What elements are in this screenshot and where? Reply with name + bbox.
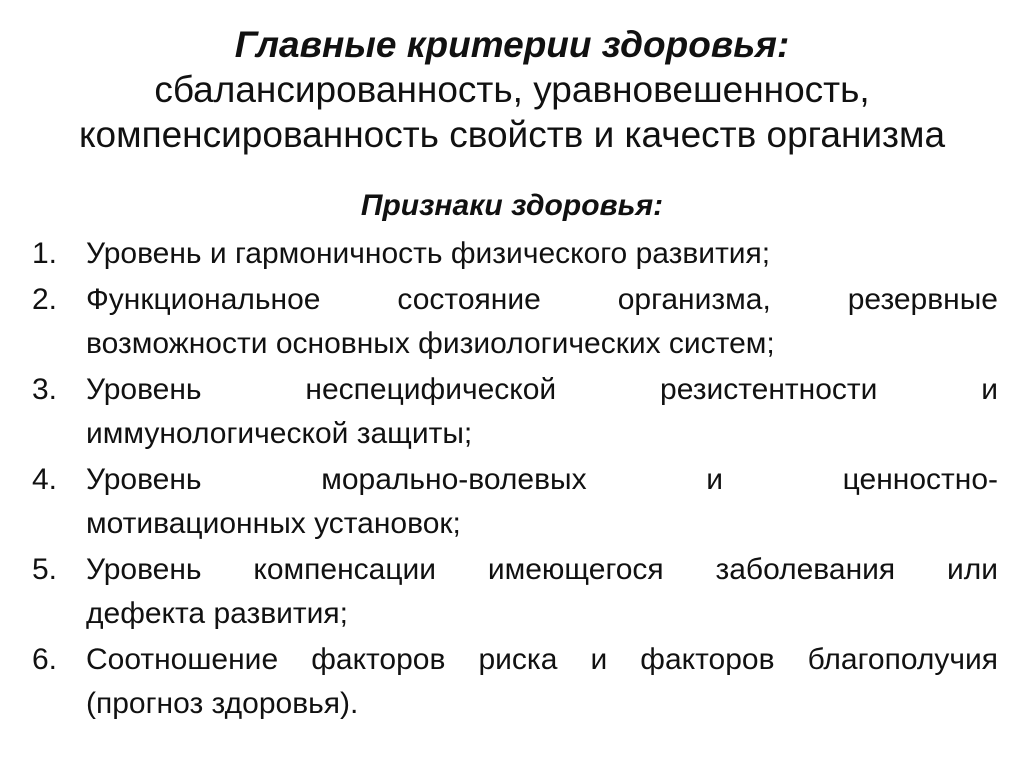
list-item xyxy=(32,232,998,276)
list-item-line: Уровень и гармоничность физического развития; xyxy=(86,237,771,270)
list-item-line: Уровень морально-волевых и ценностно- xyxy=(86,463,998,496)
list-item-line: Функциональное состояние организма, резервные xyxy=(86,283,998,316)
header-line-3: компенсированность свойств и качеств организма xyxy=(78,114,946,155)
list-item-number: 5. xyxy=(32,553,58,586)
list-item-text xyxy=(86,232,998,276)
list-item-text xyxy=(86,278,998,366)
list-item-line: дефекта развития; xyxy=(86,597,349,630)
list-item-text xyxy=(86,458,998,546)
list-item-line: иммунологической защиты; xyxy=(86,417,473,450)
list-item-text xyxy=(86,638,998,726)
list-item-number: 4. xyxy=(32,463,58,496)
list-item-number: 6. xyxy=(32,643,58,676)
slide-header xyxy=(0,22,1024,157)
list-item-number: 1. xyxy=(32,237,58,270)
list-item-text xyxy=(86,548,998,636)
slide-title: Главные критерии здоровья: xyxy=(234,24,790,65)
list-item xyxy=(32,458,998,546)
list-item-line: Соотношение факторов риска и факторов благополучия xyxy=(86,643,998,676)
subheading: Признаки здоровья: xyxy=(360,189,664,222)
list-item-line: Уровень компенсации имеющегося заболевания или xyxy=(86,553,998,586)
list-item-line: возможности основных физиологических систем; xyxy=(86,327,775,360)
list-item-line: мотивационных установок; xyxy=(86,507,461,540)
header-line-2: сбалансированность, уравновешенность, xyxy=(154,69,870,110)
list-item-number: 3. xyxy=(32,373,58,406)
list-item-line: Уровень неспецифической резистентности и xyxy=(86,373,998,406)
list-item xyxy=(32,638,998,726)
list-item xyxy=(32,368,998,456)
criteria-list xyxy=(32,232,998,728)
list-item-number: 2. xyxy=(32,283,58,316)
list-item-text xyxy=(86,368,998,456)
list-item xyxy=(32,278,998,366)
list-item-line: (прогноз здоровья). xyxy=(86,687,359,720)
list-item xyxy=(32,548,998,636)
